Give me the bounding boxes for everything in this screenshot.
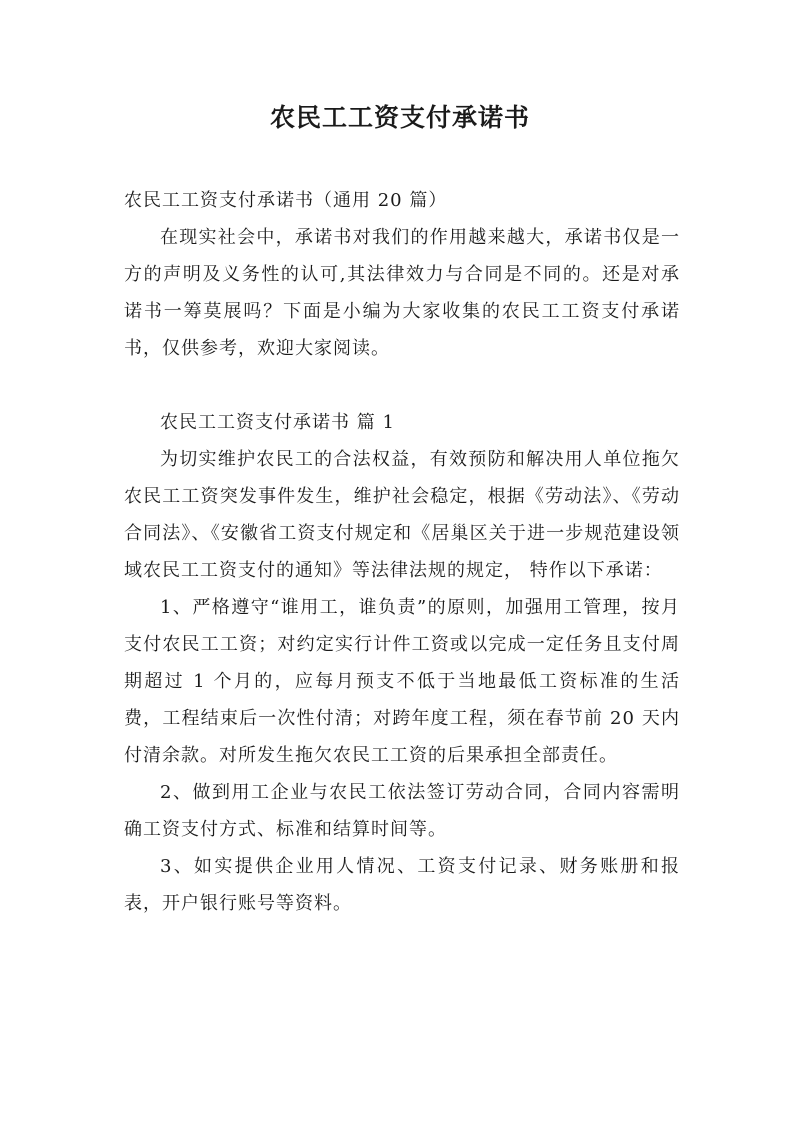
commitment-item-1: 1、严格遵守“谁用工，谁负责”的原则，加强用工管理，按月支付农民工工资；对约定实行计件工资或以完成一定任务且支付周期超过 1 个月的，应每月预支不低于当地最低工资标准的生活费，工程结束后一次性付清；对跨年度工程，须在春节前 20 天内付清余款。对所发生拖欠农民工工资的后果承担全部责任。 xyxy=(124,597,680,766)
document-title: 农民工工资支付承诺书 xyxy=(269,103,530,132)
body-paragraph: 为切实维护农民工的合法权益，有效预防和解决用人单位拖欠农民工工资突发事件发生，维护社会稳定，根据《劳动法》、《劳动合同法》、《安徽省工资支付规定和《居巢区关于进一步规范建设领域农民工工资支付的通知》等法律法规的规定， 特作以下承诺： xyxy=(124,449,680,581)
commitment-item-3: 3、如实提供企业用人情况、工资支付记录、财务账册和报表，开户银行账号等资料。 xyxy=(124,856,680,914)
document-body xyxy=(124,182,680,922)
section-spacer xyxy=(124,367,680,404)
section-heading: 农民工工资支付承诺书 篇 1 xyxy=(160,412,395,433)
document-subtitle: 农民工工资支付承诺书（通用 20 篇） xyxy=(124,190,448,211)
commitment-item-2: 2、做到用工企业与农民工依法签订劳动合同，合同内容需明确工资支付方式、标准和结算时间等。 xyxy=(124,782,680,840)
intro-paragraph: 在现实社会中，承诺书对我们的作用越来越大，承诺书仅是一方的声明及义务性的认可,其法律效力与合同是不同的。还是对承诺书一筹莫展吗？下面是小编为大家收集的农民工工资支付承诺书，仅供参考，欢迎大家阅读。 xyxy=(124,227,680,359)
